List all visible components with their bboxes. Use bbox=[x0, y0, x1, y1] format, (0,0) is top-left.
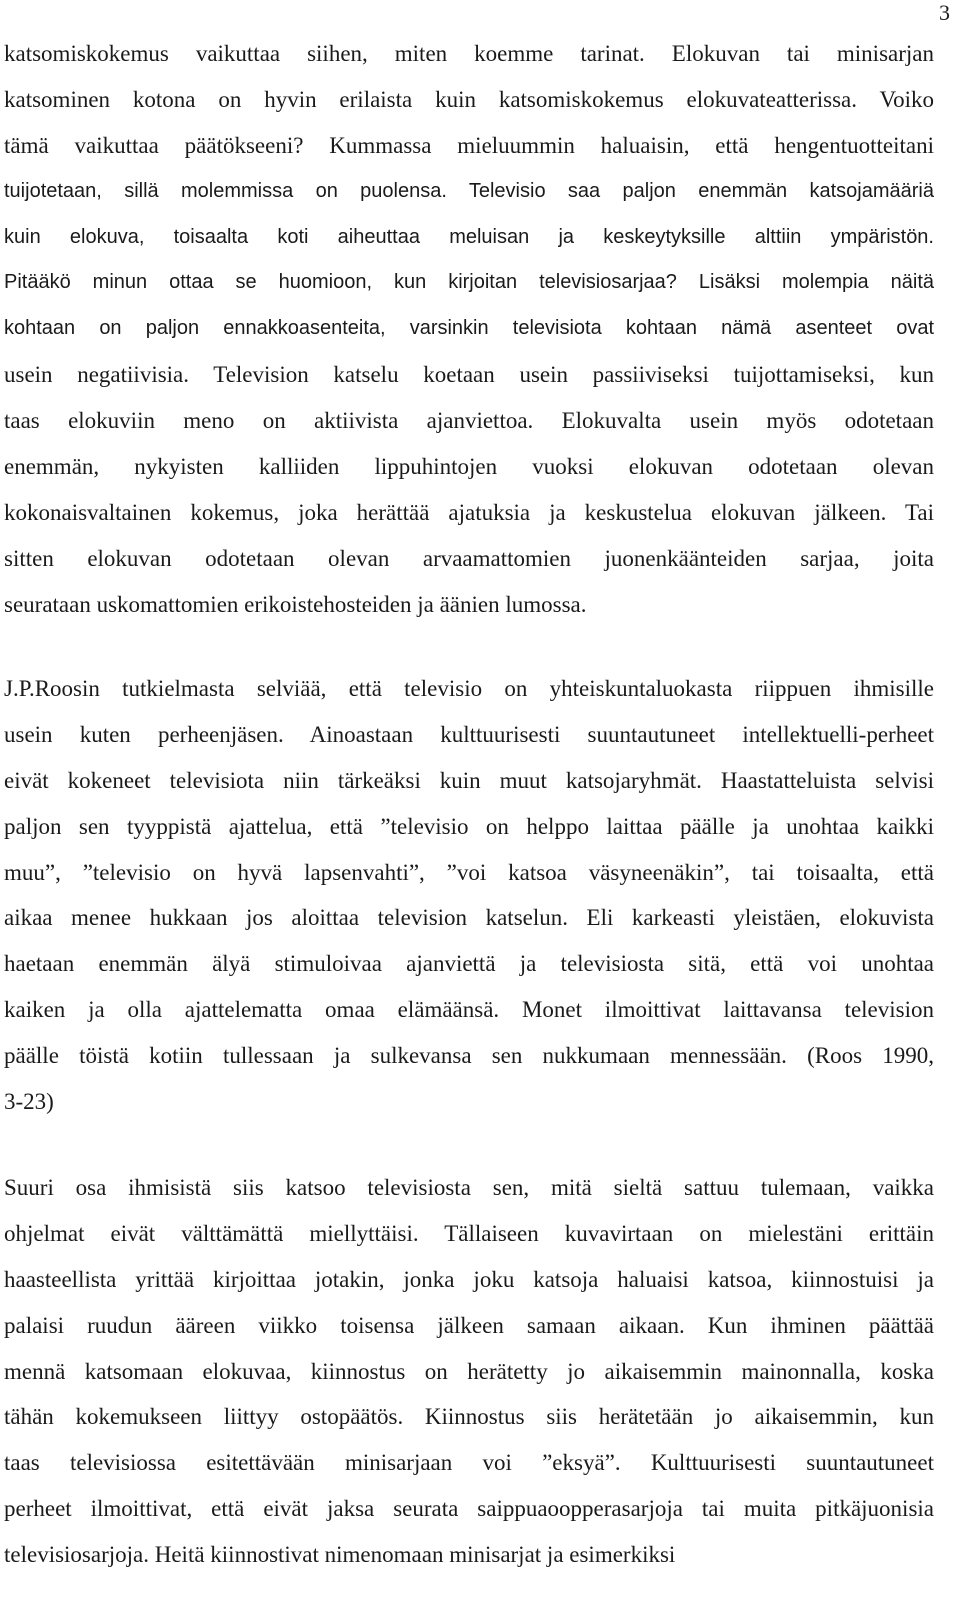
text-line: mennä katsomaan elokuvaa, kiinnostus on herätetty jo aikaisemmin mainonnalla, koska bbox=[4, 1358, 934, 1384]
text-line: eivät kokeneet televisiota niin tärkeäksi kuin muut katsojaryhmät. Haastatteluista selvisi bbox=[4, 767, 934, 793]
text-line: katsomiskokemus vaikuttaa siihen, miten koemme tarinat. Elokuvan tai minisarjan bbox=[4, 41, 934, 66]
paragraph-1 bbox=[4, 31, 934, 628]
text-line: perheet ilmoittivat, että eivät jaksa seurata saippuaoopperasarjoja tai muita pitkäjuonisia bbox=[4, 1496, 934, 1522]
text-line: usein negatiivisia. Television katselu koetaan usein passiiviseksi tuijottamiseksi, kun bbox=[4, 362, 934, 388]
text-line: aikaa menee hukkaan jos aloittaa television katselun. Eli karkeasti yleistäen, elokuvista bbox=[4, 905, 934, 931]
text-line: muu”, ”televisio on hyvä lapsenvahti”, ”voi katsoa väsyneenäkin”, tai toisaalta, että bbox=[4, 859, 934, 885]
text-line: taas televisiossa esitettävään minisarjaan voi ”eksyä”. Kulttuurisesti suuntautuneet bbox=[4, 1450, 934, 1476]
text-line: kokonaisvaltainen kokemus, joka herättää ajatuksia ja keskustelua elokuvan jälkeen. Tai bbox=[4, 499, 934, 525]
text-line: tuijotetaan, sillä molemmissa on puolensa. Televisio saa paljon enemmän katsojamääriä bbox=[4, 179, 934, 202]
text-line: palaisi ruudun ääreen viikko toisensa jälkeen samaan aikaan. Kun ihminen päättää bbox=[4, 1312, 934, 1338]
text-line: enemmän, nykyisten kalliiden lippuhintojen vuoksi elokuvan odotetaan olevan bbox=[4, 454, 934, 480]
paragraph-3 bbox=[4, 1165, 934, 1578]
text-line: usein kuten perheenjäsen. Ainoastaan kulttuurisesti suuntautuneet intellektuelli-perheet bbox=[4, 721, 934, 747]
text-line: tämä vaikuttaa päätökseeni? Kummassa mieluummin haluaisin, että hengentuotteitani bbox=[4, 132, 934, 158]
text-line: katsominen kotona on hyvin erilaista kuin katsomiskokemus elokuvateatterissa. Voiko bbox=[4, 86, 934, 112]
text-line: päälle töistä kotiin tullessaan ja sulkevansa sen nukkumaan mennessään. (Roos 1990, bbox=[4, 1043, 934, 1069]
text-line: kohtaan on paljon ennakkoasenteita, varsinkin televisiota kohtaan nämä asenteet ovat bbox=[4, 317, 934, 340]
text-line: televisiosarjoja. Heitä kiinnostivat nimenomaan minisarjat ja esimerkiksi bbox=[4, 1542, 676, 1568]
text-line: 3-23) bbox=[4, 1089, 54, 1115]
text-line: Pitääkö minun ottaa se huomioon, kun kirjoitan televisiosarjaa? Lisäksi molempia näitä bbox=[4, 271, 934, 294]
text-line: J.P.Roosin tutkielmasta selviää, että televisio on yhteiskuntaluokasta riippuen ihmisille bbox=[4, 676, 934, 701]
text-line: haasteellista yrittää kirjoittaa jotakin, jonka joku katsoja haluaisi katsoa, kiinnostuisi ja bbox=[4, 1266, 934, 1292]
text-line: taas elokuviin meno on aktiivista ajanviettoa. Elokuvalta usein myös odotetaan bbox=[4, 408, 934, 434]
text-line: tähän kokemukseen liittyy ostopäätös. Kiinnostus siis herätetään jo aikaisemmin, kun bbox=[4, 1404, 934, 1430]
text-line: sitten elokuvan odotetaan olevan arvaamattomien juonenkäänteiden sarjaa, joita bbox=[4, 545, 934, 571]
text-line: ohjelmat eivät välttämättä miellyttäisi. Tällaiseen kuvavirtaan on mielestäni erittäin bbox=[4, 1220, 934, 1246]
text-line: Suuri osa ihmisistä siis katsoo televisiosta sen, mitä sieltä sattuu tulemaan, vaikka bbox=[4, 1175, 934, 1200]
text-line: haetaan enemmän älyä stimuloivaa ajanviettä ja televisiosta sitä, että voi unohtaa bbox=[4, 951, 934, 977]
text-line: kuin elokuva, toisaalta koti aiheuttaa meluisan ja keskeytyksille alttiin ympäristön. bbox=[4, 225, 934, 248]
text-line: seurataan uskomattomien erikoistehosteiden ja äänien lumossa. bbox=[4, 591, 587, 617]
text-line: paljon sen tyyppistä ajattelua, että ”televisio on helppo laittaa päälle ja unohtaa kaikki bbox=[4, 813, 934, 839]
page-number: 3 bbox=[939, 0, 950, 25]
text-line: kaiken ja olla ajattelematta omaa elämäänsä. Monet ilmoittivat laittavansa television bbox=[4, 997, 934, 1023]
paragraph-2 bbox=[4, 666, 934, 1125]
